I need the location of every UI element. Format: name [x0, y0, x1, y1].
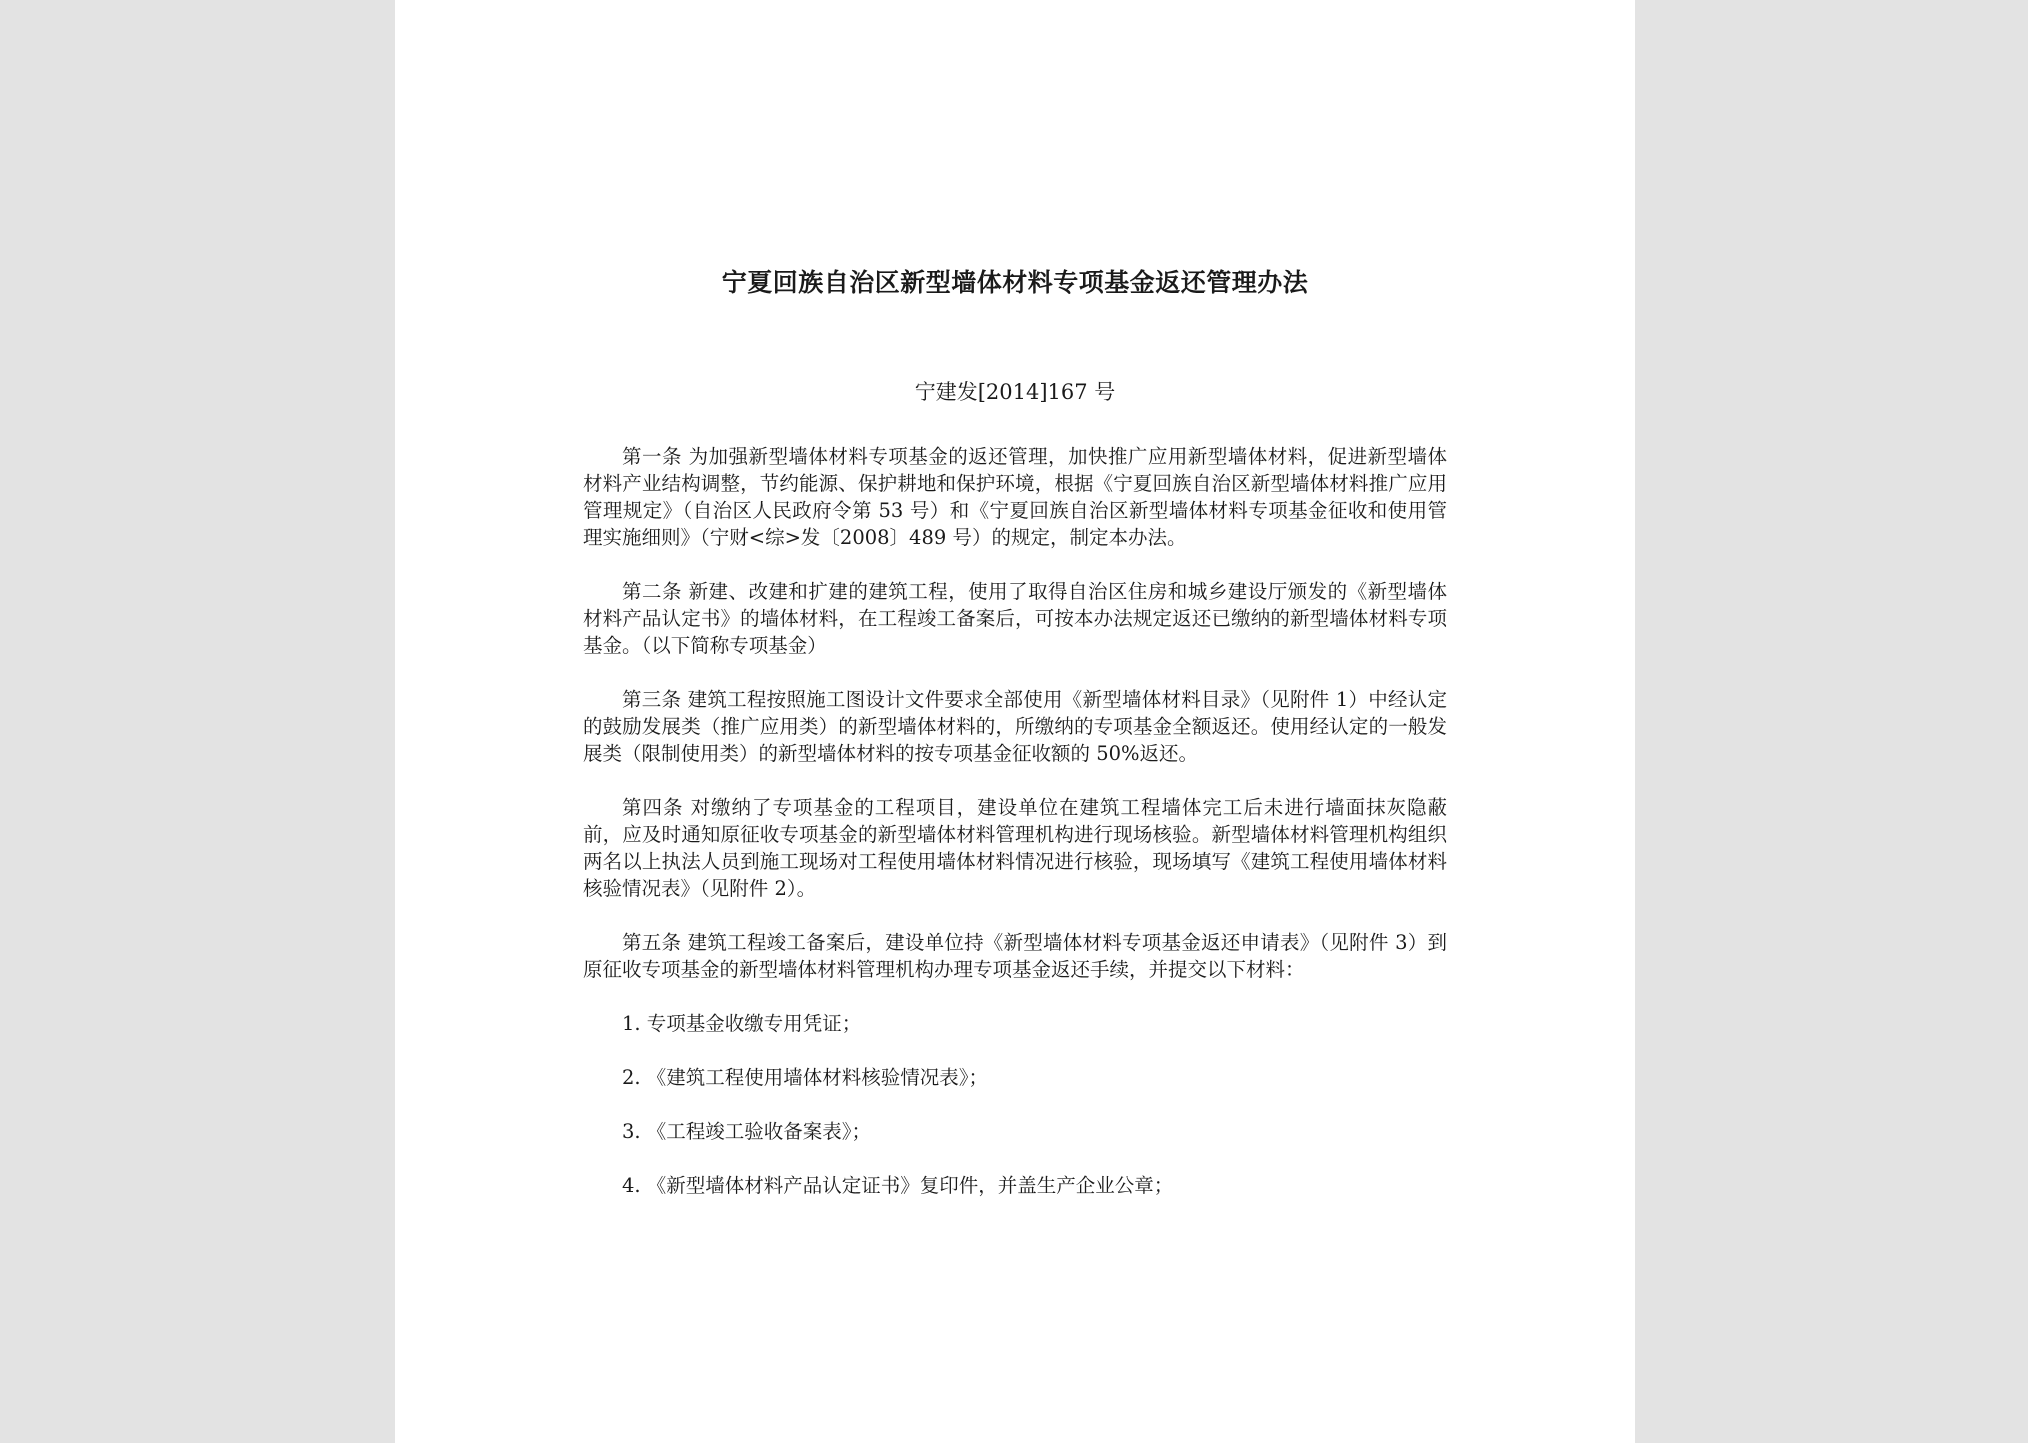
article-2: 第二条 新建、改建和扩建的建筑工程，使用了取得自治区住房和城乡建设厅颁发的《新型墙体材料产品认定书》的墙体材料，在工程竣工备案后，可按本办法规定返还已缴纳的新型墙体材料专项基金。（以下简称专项基金）	[583, 580, 1447, 657]
article-3: 第三条 建筑工程按照施工图设计文件要求全部使用《新型墙体材料目录》（见附件 1）中经认定的鼓励发展类（推广应用类）的新型墙体材料的，所缴纳的专项基金全额返还。使用经认定的一般发展类（限制使用类）的新型墙体材料的按专项基金征收额的 50%返还。	[583, 688, 1447, 765]
article-1: 第一条 为加强新型墙体材料专项基金的返还管理，加快推广应用新型墙体材料，促进新型墙体材料产业结构调整，节约能源、保护耕地和保护环境，根据《宁夏回族自治区新型墙体材料推广应用管理规定》（自治区人民政府令第 53 号）和《宁夏回族自治区新型墙体材料专项基金征收和使用管理实施细则》（宁财<综>发〔2008〕489 号）的规定，制定本办法。	[583, 445, 1447, 549]
article-5: 第五条 建筑工程竣工备案后，建设单位持《新型墙体材料专项基金返还申请表》（见附件 3）到原征收专项基金的新型墙体材料管理机构办理专项基金返还手续，并提交以下材料：	[583, 931, 1447, 981]
document-body	[583, 443, 1447, 1226]
article-4: 第四条 对缴纳了专项基金的工程项目，建设单位在建筑工程墙体完工后未进行墙面抹灰隐蔽前，应及时通知原征收专项基金的新型墙体材料管理机构进行现场核验。新型墙体材料管理机构组织两名以上执法人员到施工现场对工程使用墙体材料情况进行核验，现场填写《建筑工程使用墙体材料核验情况表》（见附件 2）。	[583, 796, 1447, 900]
document-page	[395, 0, 1635, 1443]
document-title: 宁夏回族自治区新型墙体材料专项基金返还管理办法	[721, 268, 1309, 297]
document-number: 宁建发[2014]167 号	[914, 380, 1116, 404]
list-item-2: 2. 《建筑工程使用墙体材料核验情况表》；	[622, 1066, 989, 1089]
list-item-4: 4. 《新型墙体材料产品认定证书》复印件，并盖生产企业公章；	[622, 1174, 1174, 1197]
list-item-3: 3. 《工程竣工验收备案表》；	[622, 1120, 872, 1143]
list-item-1: 1. 专项基金收缴专用凭证；	[622, 1012, 862, 1035]
